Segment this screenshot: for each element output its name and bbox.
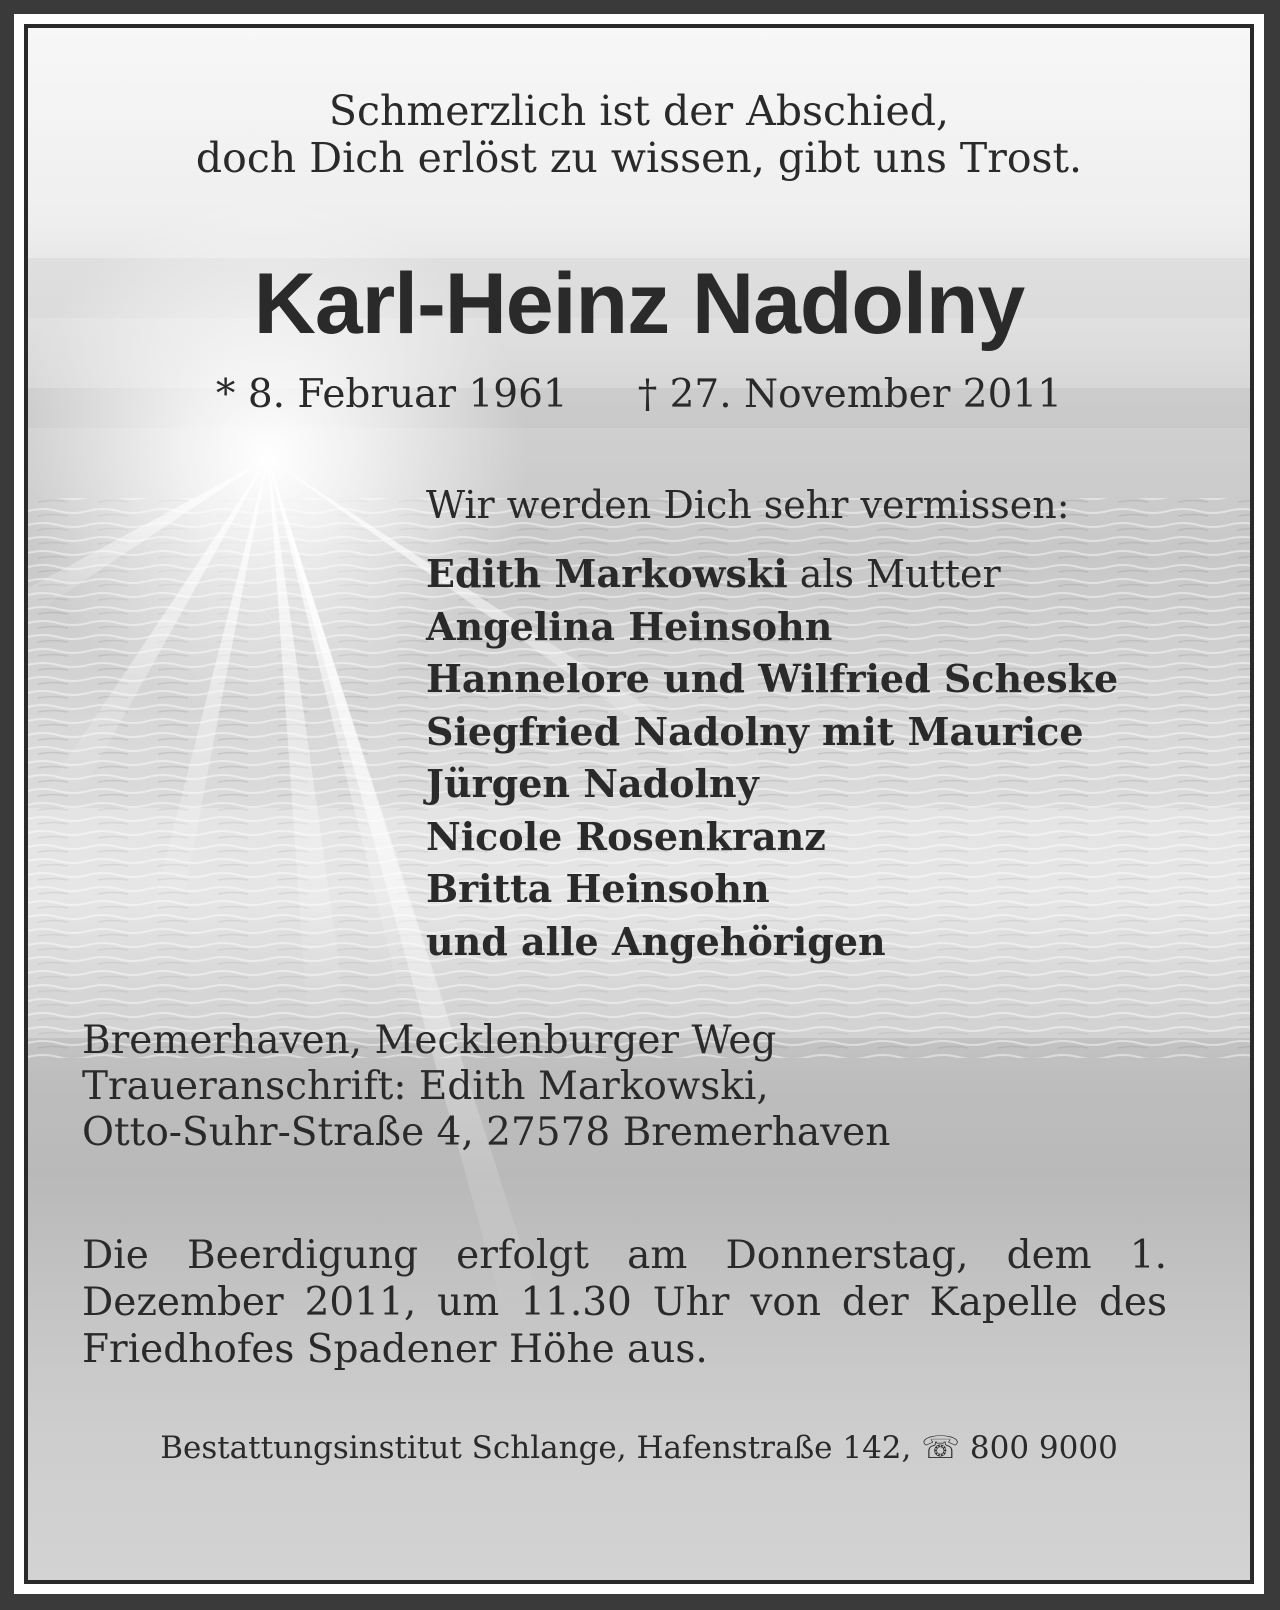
- address-line-2: Traueranschrift: Edith Markowski,: [82, 1064, 769, 1109]
- birth-date: * 8. Februar 1961: [215, 372, 568, 417]
- mourner-row: [426, 653, 1118, 706]
- obituary-frame: [14, 14, 1264, 1594]
- mourner-row: [426, 916, 1118, 969]
- mourner-relation: als Mutter: [787, 552, 1001, 596]
- mourner-row: [426, 706, 1118, 759]
- mourner-name: Jürgen Nadolny: [426, 761, 759, 806]
- address-line-3: Otto-Suhr-Straße 4, 27578 Bremerhaven: [82, 1110, 891, 1155]
- undertaker-phone: 800 9000: [969, 1430, 1118, 1466]
- mourner-row: [426, 758, 1118, 811]
- funeral-notice: Die Beerdigung erfolgt am Donnerstag, dem 1. Dezember 2011, um 11.30 Uhr von der Kapelle des Friedhofes Spadener Höhe aus.: [82, 1233, 1167, 1372]
- mourners-intro: Wir werden Dich sehr vermissen:: [426, 483, 1070, 527]
- mourner-row: [426, 811, 1118, 864]
- death-date: † 27. November 2011: [637, 372, 1063, 417]
- life-dates: [28, 372, 1250, 418]
- motto: [28, 88, 1250, 182]
- mourner-row: [426, 601, 1118, 654]
- address-block: [82, 1018, 890, 1156]
- address-line-1: Bremerhaven, Mecklenburger Weg: [82, 1018, 777, 1063]
- mourner-row: [426, 863, 1118, 916]
- mourner-name: Edith Markowski: [426, 551, 788, 596]
- mourner-name: Siegfried Nadolny mit Maurice: [426, 708, 1084, 754]
- mourner-name: Nicole Rosenkranz: [426, 813, 826, 859]
- mourners-list: [426, 548, 1118, 968]
- motto-line-1: Schmerzlich ist der Abschied,: [328, 87, 950, 135]
- motto-line-2: doch Dich erlöst zu wissen, gibt uns Trost.: [195, 134, 1083, 182]
- mourner-name: Angelina Heinsohn: [426, 603, 833, 649]
- phone-icon: ☏: [921, 1430, 961, 1466]
- mourner-name: Hannelore und Wilfried Scheske: [426, 656, 1119, 701]
- undertaker-text: Bestattungsinstitut Schlange, Hafenstraße 142,: [160, 1430, 912, 1466]
- obituary-card: [24, 24, 1254, 1584]
- undertaker-line: [28, 1428, 1250, 1468]
- mourner-row: [426, 548, 1118, 601]
- deceased-name: Karl-Heinz Nadolny: [253, 256, 1025, 352]
- obituary-content: [28, 28, 1250, 1580]
- mourner-name: Britta Heinsohn: [426, 866, 770, 911]
- mourner-name: und alle Angehörigen: [426, 918, 886, 964]
